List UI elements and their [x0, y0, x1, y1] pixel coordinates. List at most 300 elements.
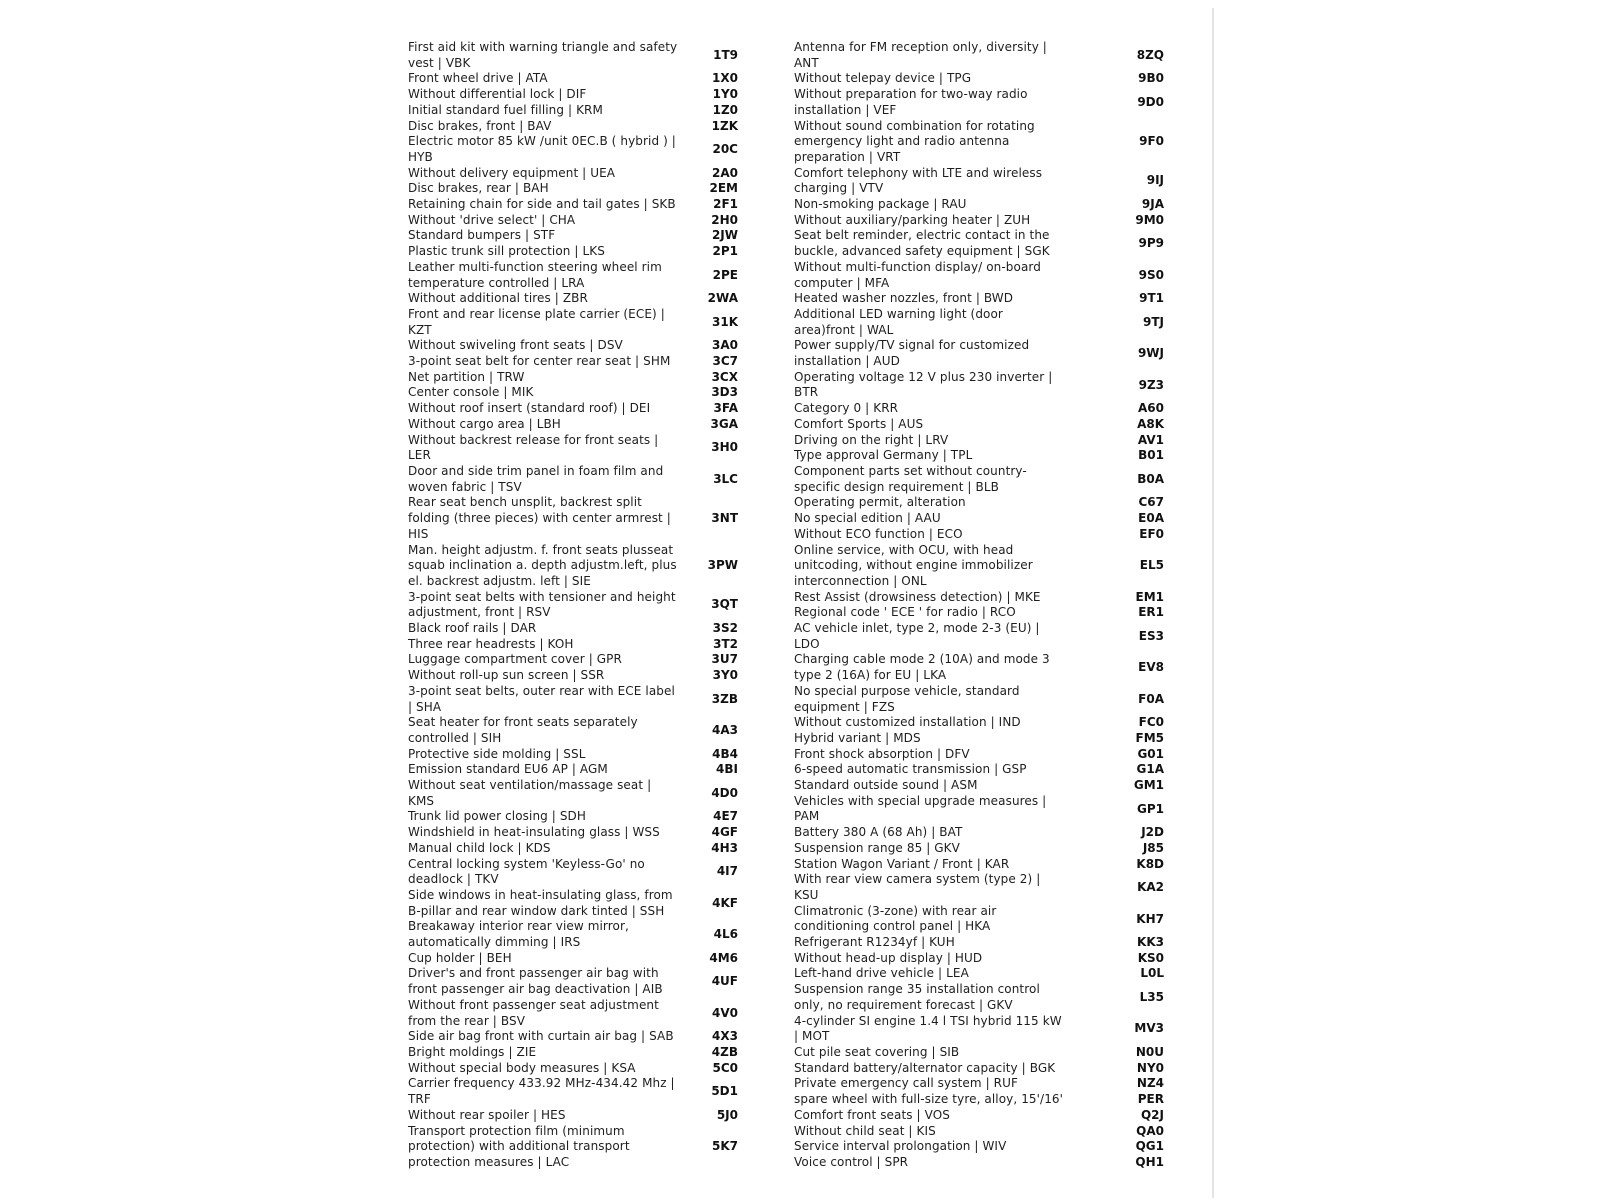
equipment-description: Driver's and front passenger air bag with front passenger air bag deactivation | AIB: [408, 966, 663, 997]
equipment-code: KA2: [1137, 880, 1164, 895]
equipment-code: 5D1: [711, 1084, 738, 1099]
equipment-row: [794, 197, 1168, 213]
left-column: [408, 40, 782, 1171]
equipment-code: 9Z3: [1138, 377, 1164, 392]
equipment-code: 3NT: [711, 511, 738, 526]
equipment-row: [794, 1139, 1168, 1155]
equipment-code: 1X0: [712, 71, 738, 86]
equipment-description: Without backrest release for front seats | LER: [408, 432, 659, 463]
equipment-description: Initial standard fuel filling | KRM: [408, 102, 603, 117]
equipment-row: [794, 747, 1168, 763]
equipment-code: 9P9: [1138, 236, 1164, 251]
equipment-description: Center console | MIK: [408, 385, 534, 400]
equipment-row: [408, 260, 782, 291]
equipment-description: Disc brakes, rear | BAH: [408, 181, 549, 196]
equipment-row: [408, 778, 782, 809]
equipment-description: Door and side trim panel in foam film and woven fabric | TSV: [408, 463, 664, 494]
equipment-description: Comfort front seats | VOS: [794, 1107, 950, 1122]
equipment-description: Rear seat bench unsplit, backrest split folding (three pieces) with center armrest | HIS: [408, 495, 671, 541]
equipment-code: 3D3: [711, 385, 738, 400]
equipment-code: 4V0: [712, 1005, 738, 1020]
equipment-row: [794, 87, 1168, 118]
equipment-row: [408, 684, 782, 715]
equipment-row: [794, 621, 1168, 652]
equipment-row: [408, 966, 782, 997]
equipment-description: Service interval prolongation | WIV: [794, 1139, 1007, 1154]
equipment-row: [408, 338, 782, 354]
equipment-code: MV3: [1134, 1021, 1164, 1036]
equipment-description: No special edition | AAU: [794, 511, 941, 526]
equipment-code: E0A: [1138, 511, 1164, 526]
equipment-row: [794, 982, 1168, 1013]
equipment-description: Without swiveling front seats | DSV: [408, 338, 623, 353]
equipment-code: 3T2: [713, 636, 738, 651]
equipment-description: Three rear headrests | KOH: [408, 636, 574, 651]
equipment-row: [408, 841, 782, 857]
equipment-description: Voice control | SPR: [794, 1154, 909, 1169]
equipment-row: [794, 119, 1168, 166]
equipment-description: Without child seat | KIS: [794, 1123, 936, 1138]
equipment-code: GM1: [1133, 778, 1164, 793]
equipment-code: 9D0: [1137, 94, 1164, 109]
equipment-code: AV1: [1137, 432, 1164, 447]
equipment-row: [794, 684, 1168, 715]
equipment-code: 4GF: [711, 825, 738, 840]
equipment-description: Man. height adjustm. f. front seats plusseat squab inclination a. depth adjustm.left, plus el. backrest adjustm. left | SIE: [408, 542, 677, 588]
equipment-description: Climatronic (3-zone) with rear air conditioning control panel | HKA: [794, 903, 997, 934]
equipment-description: spare wheel with full-size tyre, alloy, 15'/16': [794, 1092, 1064, 1107]
equipment-code: 2F1: [713, 197, 738, 212]
equipment-row: [794, 71, 1168, 87]
equipment-description: Bright moldings | ZIE: [408, 1045, 537, 1059]
equipment-description: Seat belt reminder, electric contact in the buckle, advanced safety equipment | SGK: [794, 228, 1050, 259]
equipment-row: [408, 715, 782, 746]
equipment-row: [408, 119, 782, 135]
equipment-code: EM1: [1135, 589, 1164, 604]
equipment-description: Without 'drive select' | CHA: [408, 212, 576, 227]
equipment-row: [794, 1092, 1168, 1108]
equipment-description: Operating permit, alteration: [794, 495, 966, 510]
equipment-description: Vehicles with special upgrade measures | PAM: [794, 793, 1047, 824]
equipment-row: [408, 857, 782, 888]
equipment-code: 4L6: [713, 927, 738, 942]
equipment-row: [794, 543, 1168, 590]
equipment-row: [408, 385, 782, 401]
equipment-code: 1ZK: [711, 118, 738, 133]
equipment-description: Station Wagon Variant / Front | KAR: [794, 856, 1010, 871]
equipment-code: ER1: [1138, 605, 1164, 620]
equipment-description: No special purpose vehicle, standard equipment | FZS: [794, 683, 1020, 714]
equipment-description: Online service, with OCU, with head unitcoding, without engine immobilizer interconnection | ONL: [794, 542, 1033, 588]
equipment-row: [794, 1076, 1168, 1092]
equipment-description: Category 0 | KRR: [794, 401, 899, 416]
equipment-row: [794, 1045, 1168, 1061]
equipment-code: 1Y0: [712, 87, 738, 102]
equipment-code: 9JA: [1141, 197, 1164, 212]
equipment-row: [408, 134, 782, 165]
equipment-code: A8K: [1137, 416, 1164, 431]
equipment-description: Without preparation for two-way radio installation | VEF: [794, 87, 1028, 117]
equipment-description: Retaining chain for side and tail gates | SKB: [408, 197, 676, 212]
equipment-description: Without telepay device | TPG: [794, 71, 972, 86]
equipment-code: 4ZB: [711, 1045, 738, 1059]
equipment-row: [794, 40, 1168, 71]
equipment-row: [408, 543, 782, 590]
equipment-row: [794, 762, 1168, 778]
equipment-description: Without additional tires | ZBR: [408, 291, 588, 306]
equipment-description: Regional code ' ECE ' for radio | RCO: [794, 605, 1016, 620]
equipment-row: [408, 1124, 782, 1171]
equipment-description: Leather multi-function steering wheel rim temperature controlled | LRA: [408, 259, 662, 290]
equipment-row: [794, 935, 1168, 951]
equipment-description: Without seat ventilation/massage seat | KMS: [408, 778, 652, 808]
equipment-code: 2WA: [707, 291, 738, 306]
equipment-row: [794, 904, 1168, 935]
equipment-row: [408, 197, 782, 213]
equipment-code: PER: [1137, 1092, 1164, 1107]
equipment-description: 3-point seat belts with tensioner and height adjustment, front | RSV: [408, 589, 676, 620]
equipment-code: KK3: [1137, 935, 1164, 950]
equipment-row: [794, 338, 1168, 369]
equipment-row: [794, 1061, 1168, 1077]
equipment-code: 2H0: [711, 212, 738, 227]
equipment-row: [794, 825, 1168, 841]
equipment-code: 5J0: [716, 1107, 738, 1122]
equipment-row: [408, 637, 782, 653]
equipment-row: [408, 1076, 782, 1107]
equipment-description: Side windows in heat-insulating glass, from B-pillar and rear window dark tinted | SSH: [408, 887, 673, 918]
equipment-code: 9M0: [1135, 212, 1164, 227]
equipment-row: [794, 401, 1168, 417]
equipment-code: 3ZB: [711, 691, 738, 706]
equipment-row: [408, 668, 782, 684]
equipment-description: Without front passenger seat adjustment from the rear | BSV: [408, 997, 659, 1028]
equipment-code: KH7: [1136, 911, 1164, 926]
equipment-code: L35: [1139, 990, 1164, 1005]
equipment-row: [408, 747, 782, 763]
equipment-code: F0A: [1138, 691, 1164, 706]
equipment-code: 1T9: [713, 47, 738, 62]
equipment-description: Protective side molding | SSL: [408, 746, 586, 761]
equipment-row: [794, 857, 1168, 873]
equipment-row: [794, 951, 1168, 967]
equipment-row: [408, 307, 782, 338]
equipment-code: FC0: [1138, 715, 1164, 730]
equipment-row: [408, 762, 782, 778]
equipment-code: ES3: [1138, 628, 1164, 643]
equipment-description: 3-point seat belt for center rear seat | SHM: [408, 354, 671, 369]
equipment-code: 2P1: [712, 244, 738, 259]
equipment-description: First aid kit with warning triangle and safety vest | VBK: [408, 40, 678, 70]
equipment-row: [794, 1014, 1168, 1045]
equipment-code: 9F0: [1139, 134, 1164, 149]
equipment-code: 20C: [712, 142, 738, 157]
equipment-code: 4M6: [709, 950, 738, 965]
equipment-code: QA0: [1136, 1123, 1164, 1138]
equipment-row: [408, 40, 782, 71]
equipment-description: Comfort Sports | AUS: [794, 416, 924, 431]
equipment-code: 3U7: [711, 652, 738, 667]
page-edge: [1212, 8, 1214, 1198]
equipment-row: [794, 605, 1168, 621]
equipment-description: Carrier frequency 433.92 MHz-434.42 Mhz | TRF: [408, 1076, 675, 1107]
equipment-description: With rear view camera system (type 2) | KSU: [794, 872, 1041, 902]
equipment-row: [794, 260, 1168, 291]
equipment-description: Standard bumpers | STF: [408, 228, 556, 243]
equipment-row: [408, 1045, 782, 1061]
equipment-code: KS0: [1137, 950, 1164, 965]
equipment-code: 2PE: [712, 267, 738, 282]
equipment-description: Rest Assist (drowsiness detection) | MKE: [794, 589, 1041, 604]
equipment-description: Left-hand drive vehicle | LEA: [794, 966, 969, 981]
equipment-row: [408, 1108, 782, 1124]
equipment-row: [794, 228, 1168, 259]
equipment-row: [408, 401, 782, 417]
equipment-description: Without head-up display | HUD: [794, 950, 983, 965]
equipment-description: Side air bag front with curtain air bag | SAB: [408, 1029, 674, 1044]
equipment-description: Suspension range 85 | GKV: [794, 840, 960, 855]
equipment-row: [408, 354, 782, 370]
equipment-description: Type approval Germany | TPL: [794, 448, 973, 463]
equipment-description: Comfort telephony with LTE and wireless charging | VTV: [794, 165, 1043, 196]
equipment-row: [408, 433, 782, 464]
equipment-code: N0U: [1135, 1045, 1164, 1059]
equipment-description: Refrigerant R1234yf | KUH: [794, 935, 955, 950]
equipment-description: Breakaway interior rear view mirror, automatically dimming | IRS: [408, 919, 629, 950]
equipment-row: [408, 291, 782, 307]
equipment-code: C67: [1138, 495, 1164, 510]
equipment-row: [408, 370, 782, 386]
equipment-description: AC vehicle inlet, type 2, mode 2-3 (EU) | LDO: [794, 621, 1040, 651]
equipment-description: Trunk lid power closing | SDH: [408, 809, 587, 824]
equipment-code: 9TJ: [1143, 314, 1164, 329]
equipment-description: Front shock absorption | DFV: [794, 746, 970, 761]
equipment-code: 3PW: [707, 558, 738, 573]
equipment-row: [794, 417, 1168, 433]
equipment-code: 3S2: [712, 621, 738, 636]
equipment-row: [794, 464, 1168, 495]
equipment-description: Plastic trunk sill protection | LKS: [408, 244, 605, 259]
equipment-description: 6-speed automatic transmission | GSP: [794, 762, 1027, 777]
equipment-code: 9T1: [1139, 291, 1164, 306]
equipment-description: 3-point seat belts, outer rear with ECE label | SHA: [408, 683, 675, 714]
equipment-description: Electric motor 85 kW /unit 0EC.B ( hybrid ) | HYB: [408, 134, 676, 164]
equipment-code: NZ4: [1136, 1076, 1164, 1091]
equipment-code: 8ZQ: [1136, 47, 1164, 62]
equipment-code: 3LC: [713, 471, 738, 486]
equipment-code: 4KF: [712, 895, 738, 910]
equipment-description: Without delivery equipment | UEA: [408, 165, 616, 180]
equipment-code: 31K: [712, 314, 738, 329]
equipment-code: L0L: [1140, 966, 1164, 981]
equipment-description: Cup holder | BEH: [408, 950, 512, 965]
equipment-description: Additional LED warning light (door area)front | WAL: [794, 306, 1003, 337]
equipment-description: Driving on the right | LRV: [794, 432, 949, 447]
equipment-description: Seat heater for front seats separately controlled | SIH: [408, 715, 638, 745]
equipment-code: K8D: [1136, 856, 1164, 871]
equipment-code: 3GA: [710, 416, 738, 431]
equipment-code: EV8: [1138, 660, 1164, 675]
equipment-row: [794, 1108, 1168, 1124]
equipment-code: 5C0: [712, 1060, 738, 1075]
equipment-code: 3QT: [711, 597, 738, 612]
equipment-description: Emission standard EU6 AP | AGM: [408, 762, 608, 777]
equipment-code: B01: [1138, 448, 1164, 463]
equipment-row: [408, 951, 782, 967]
equipment-row: [794, 527, 1168, 543]
equipment-row: [408, 652, 782, 668]
equipment-code: 2A0: [712, 165, 738, 180]
equipment-row: [408, 181, 782, 197]
equipment-code: B0A: [1137, 471, 1164, 486]
equipment-code: 2JW: [711, 228, 738, 243]
equipment-description: Private emergency call system | RUF: [794, 1076, 1018, 1091]
equipment-description: Without special body measures | KSA: [408, 1060, 636, 1075]
equipment-description: Without cargo area | LBH: [408, 416, 561, 431]
equipment-description: Without customized installation | IND: [794, 715, 1021, 730]
equipment-code: 9B0: [1138, 71, 1164, 86]
equipment-code: 9IJ: [1146, 173, 1164, 188]
equipment-description: Net partition | TRW: [408, 369, 525, 384]
equipment-code: 4A3: [712, 723, 738, 738]
equipment-description: Battery 380 A (68 Ah) | BAT: [794, 825, 963, 840]
equipment-code: A60: [1138, 401, 1164, 416]
equipment-row: [408, 1061, 782, 1077]
equipment-description: Suspension range 35 installation control only, no requirement forecast | GKV: [794, 982, 1040, 1012]
equipment-description: Charging cable mode 2 (10A) and mode 3 type 2 (16A) for EU | LKA: [794, 652, 1050, 683]
equipment-code: 4X3: [712, 1029, 738, 1044]
equipment-row: [408, 495, 782, 542]
equipment-row: [794, 511, 1168, 527]
equipment-description: Cut pile seat covering | SIB: [794, 1045, 960, 1059]
equipment-row: [408, 244, 782, 260]
equipment-row: [408, 417, 782, 433]
equipment-code: EF0: [1139, 526, 1164, 541]
equipment-code: 1Z0: [712, 102, 738, 117]
equipment-description: Windshield in heat-insulating glass | WSS: [408, 825, 660, 840]
equipment-code: QH1: [1135, 1154, 1164, 1169]
equipment-description: Operating voltage 12 V plus 230 inverter | BTR: [794, 369, 1053, 400]
equipment-row: [408, 888, 782, 919]
equipment-row: [794, 872, 1168, 903]
equipment-code: 5K7: [712, 1139, 738, 1154]
equipment-code: 4UF: [711, 974, 738, 989]
equipment-row: [794, 841, 1168, 857]
equipment-code: 3H0: [711, 440, 738, 455]
equipment-code: 3A0: [712, 338, 738, 353]
equipment-description: 4-cylinder SI engine 1.4 l TSI hybrid 115 kW | MOT: [794, 1013, 1062, 1044]
equipment-row: [408, 228, 782, 244]
equipment-row: [794, 731, 1168, 747]
equipment-description: Manual child lock | KDS: [408, 840, 551, 855]
equipment-row: [408, 464, 782, 495]
equipment-description: Without ECO function | ECO: [794, 526, 963, 541]
equipment-code: QG1: [1135, 1139, 1164, 1154]
equipment-row: [794, 652, 1168, 683]
equipment-code: 9S0: [1138, 267, 1164, 282]
equipment-code: 3CX: [711, 369, 738, 384]
equipment-code: 3Y0: [712, 668, 738, 683]
equipment-code: 4BI: [716, 762, 738, 777]
equipment-row: [794, 495, 1168, 511]
equipment-description: Front wheel drive | ATA: [408, 71, 548, 86]
equipment-code: 4I7: [716, 864, 738, 879]
equipment-description: Standard outside sound | ASM: [794, 778, 978, 793]
equipment-description: Without sound combination for rotating emergency light and radio antenna preparation | VRT: [794, 118, 1035, 164]
equipment-description: Front and rear license plate carrier (ECE) | KZT: [408, 306, 665, 337]
equipment-row: [408, 213, 782, 229]
equipment-description: Without multi-function display/ on-board computer | MFA: [794, 259, 1041, 290]
right-column: [794, 40, 1168, 1171]
equipment-row: [408, 103, 782, 119]
equipment-description: Without roof insert (standard roof) | DEI: [408, 401, 651, 416]
equipment-row: [794, 715, 1168, 731]
equipment-description: Antenna for FM reception only, diversity | ANT: [794, 40, 1047, 70]
equipment-row: [408, 166, 782, 182]
equipment-description: Luggage compartment cover | GPR: [408, 652, 622, 667]
equipment-row: [794, 213, 1168, 229]
equipment-description: Black roof rails | DAR: [408, 621, 537, 636]
equipment-code: 2EM: [709, 181, 738, 196]
equipment-row: [794, 307, 1168, 338]
equipment-description: Without auxiliary/parking heater | ZUH: [794, 212, 1031, 227]
equipment-row: [794, 1155, 1168, 1171]
equipment-code: J2D: [1141, 825, 1164, 840]
equipment-code: Q2J: [1140, 1107, 1164, 1122]
equipment-row: [794, 778, 1168, 794]
equipment-row: [794, 448, 1168, 464]
equipment-row: [794, 794, 1168, 825]
equipment-row: [408, 621, 782, 637]
equipment-description: Without rear spoiler | HES: [408, 1107, 566, 1122]
equipment-code: NY0: [1136, 1060, 1164, 1075]
equipment-row: [794, 966, 1168, 982]
equipment-code: 9WJ: [1137, 346, 1164, 361]
equipment-description: Hybrid variant | MDS: [794, 730, 921, 745]
equipment-row: [794, 1124, 1168, 1140]
equipment-description: Transport protection film (minimum protection) with additional transport protection measures | LAC: [408, 1123, 630, 1169]
equipment-code: 4B4: [712, 746, 738, 761]
equipment-row: [408, 825, 782, 841]
equipment-description: Component parts set without country-specific design requirement | BLB: [794, 463, 1027, 494]
equipment-code: G01: [1137, 746, 1164, 761]
equipment-description: Non-smoking package | RAU: [794, 197, 967, 212]
equipment-row: [794, 291, 1168, 307]
equipment-description: Without roll-up sun screen | SSR: [408, 668, 605, 683]
equipment-code: 3C7: [712, 354, 738, 369]
equipment-code: EL5: [1139, 558, 1164, 573]
equipment-row: [408, 809, 782, 825]
equipment-code: 4E7: [713, 809, 738, 824]
equipment-row: [794, 370, 1168, 401]
equipment-code: 4D0: [711, 785, 738, 800]
equipment-row: [408, 919, 782, 950]
equipment-code: 3FA: [713, 401, 738, 416]
equipment-row: [408, 998, 782, 1029]
equipment-description: Central locking system 'Keyless-Go' no deadlock | TKV: [408, 856, 645, 887]
equipment-description: Standard battery/alternator capacity | BGK: [794, 1060, 1056, 1075]
equipment-description: Heated washer nozzles, front | BWD: [794, 291, 1014, 306]
equipment-code: J85: [1142, 840, 1164, 855]
equipment-row: [794, 433, 1168, 449]
equipment-row: [408, 1029, 782, 1045]
equipment-code-list: [408, 40, 1168, 1171]
equipment-code: FM5: [1135, 730, 1164, 745]
equipment-row: [794, 590, 1168, 606]
equipment-code: G1A: [1136, 762, 1164, 777]
equipment-description: Disc brakes, front | BAV: [408, 118, 552, 133]
equipment-row: [408, 590, 782, 621]
